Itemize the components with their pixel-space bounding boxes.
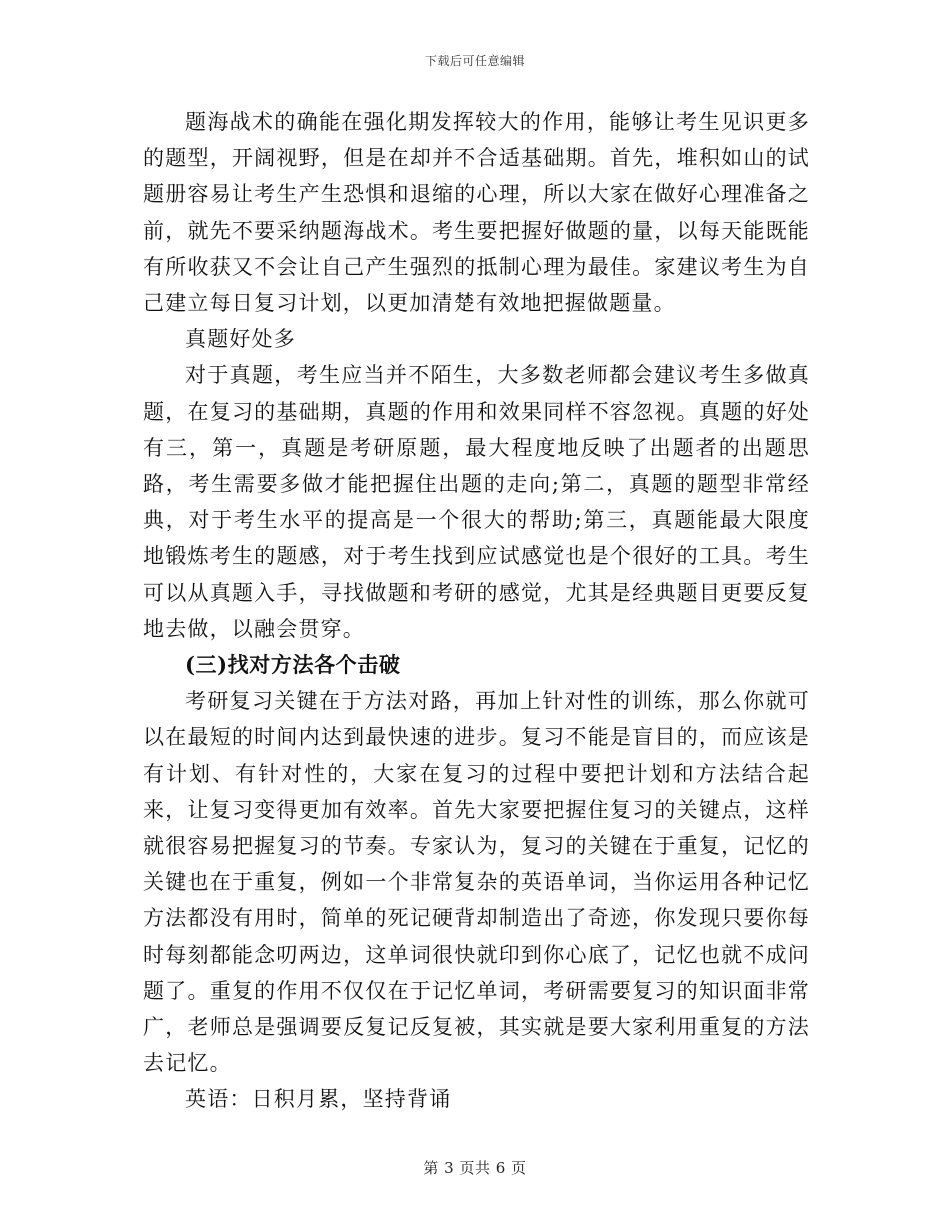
paragraph-question-sea-tactic: 题海战术的确能在强化期发挥较大的作用，能够让考生见识更多的题型，开阔视野，但是在却并不合适基础期。首先，堆积如山的试题册容易让考生产生恐惧和退缩的心理，所以大家在做好心理准备之前，就先不要采纳题海战术。考生要把握好做题的量，以每天能既能有所收获又不会让自己产生强烈的抵制心理为最佳。家建议考生为自己建立每日复习计划，以更加清楚有效地把握做题量。 — [143, 110, 810, 316]
page-number: 第 3 页共 6 页 — [423, 1159, 527, 1177]
subheading-real-exam-benefits: 真题好处多 — [185, 327, 296, 352]
page-header: 下载后可任意编辑 — [424, 54, 525, 68]
section-heading-method: (三)找对方法各个击破 — [185, 652, 401, 678]
paragraph-review-method: 考研复习关键在于方法对路，再加上针对性的训练，那么你就可以在最短的时间内达到最快速的进步。复习不能是盲目的，而应该是有计划、有针对性的，大家在复习的过程中要把计划和方法结合起来，让复习变得更加有效率。首先大家要把握住复习的关键点，这样就很容易把握复习的节奏。专家认为，复习的关键在于重复，记忆的关键也在于重复，例如一个非常复杂的英语单词，当你运用各种记忆方法都没有用时，简单的死记硬背却制造出了奇迹，你发现只要你每时每刻都能念叨两边，这单词很快就印到你心底了，记忆也就不成问题了。重复的作用不仅仅在于记忆单词，考研需要复习的知识面非常广，老师总是强调要反复记反复被，其实就是要大家利用重复的方法去记忆。 — [143, 689, 810, 1076]
document-body — [143, 104, 810, 1118]
paragraph-real-exam: 对于真题，考生应当并不陌生，大多数老师都会建议考生多做真题，在复习的基础期，真题的作用和效果同样不容忽视。真题的好处有三，第一，真题是考研原题，最大程度地反映了出题者的出题思路，考生需要多做才能把握住出题的走向;第二，真题的题型非常经典，对于考生水平的提高是一个很大的帮助;第三，真题能最大限度地锻炼考生的题感，对于考生找到应试感觉也是个很好的工具。考生可以从真题入手，寻找做题和考研的感觉，尤其是经典题目更要反复地去做，以融会贯穿。 — [143, 363, 810, 641]
subheading-english: 英语：日积月累，坚持背诵 — [185, 1087, 452, 1112]
